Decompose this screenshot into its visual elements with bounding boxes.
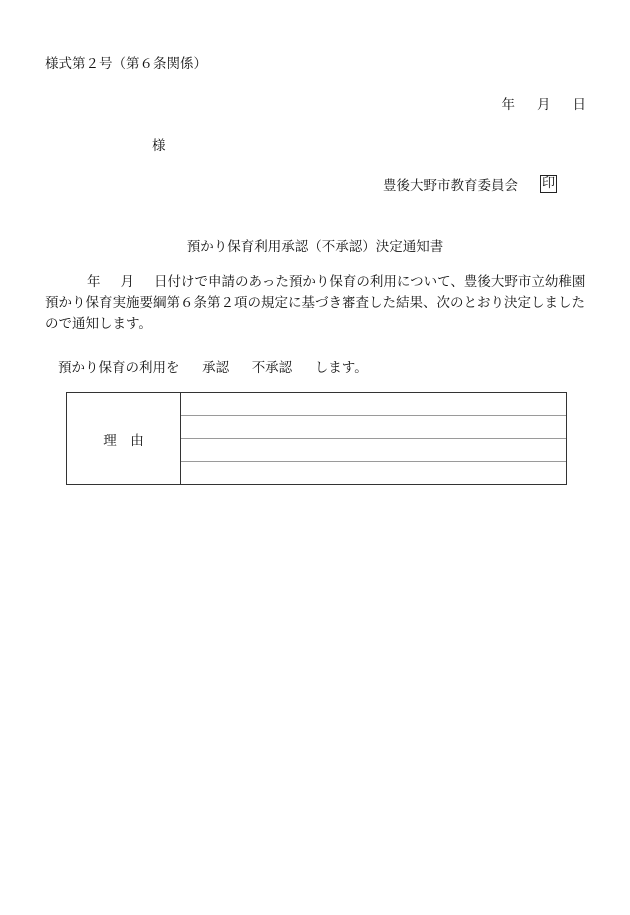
issuer-block xyxy=(383,174,557,194)
body-paragraph xyxy=(45,272,590,335)
issuer-name: 豊後大野市教育委員会 xyxy=(383,178,518,194)
document-title: 預かり保育利用承認（不承認）決定通知書 xyxy=(186,239,444,255)
seal-stamp: 印 xyxy=(542,176,556,191)
date-day: 日 xyxy=(572,97,586,113)
reason-line xyxy=(181,439,566,462)
decision-reject: 不承認 xyxy=(251,360,293,376)
decision-prefix: 預かり保育の利用を xyxy=(58,360,180,376)
form-number: 様式第２号（第６条関係） xyxy=(45,56,207,72)
body-year: 年 xyxy=(87,274,101,290)
decision-line xyxy=(58,356,368,376)
reason-line xyxy=(181,462,566,484)
reason-table xyxy=(66,392,567,485)
decision-suffix: します。 xyxy=(314,360,368,376)
date-month: 月 xyxy=(537,97,551,113)
addressee-suffix: 様 xyxy=(152,138,166,154)
reason-entry-area xyxy=(181,393,566,484)
body-month: 月 xyxy=(120,274,134,290)
reason-line xyxy=(181,416,566,439)
body-text: 日付けで申請のあった預かり保育の利用について、豊後大野市立幼稚園預かり保育実施要綱第６条第２項の規定に基づき審査した結果、次のとおり決定しましたので通知します。 xyxy=(45,274,586,332)
date-year: 年 xyxy=(501,97,515,113)
decision-approve: 承認 xyxy=(202,360,230,376)
reason-line xyxy=(181,393,566,416)
reason-label: 理 由 xyxy=(67,393,181,484)
date-line xyxy=(502,93,587,113)
